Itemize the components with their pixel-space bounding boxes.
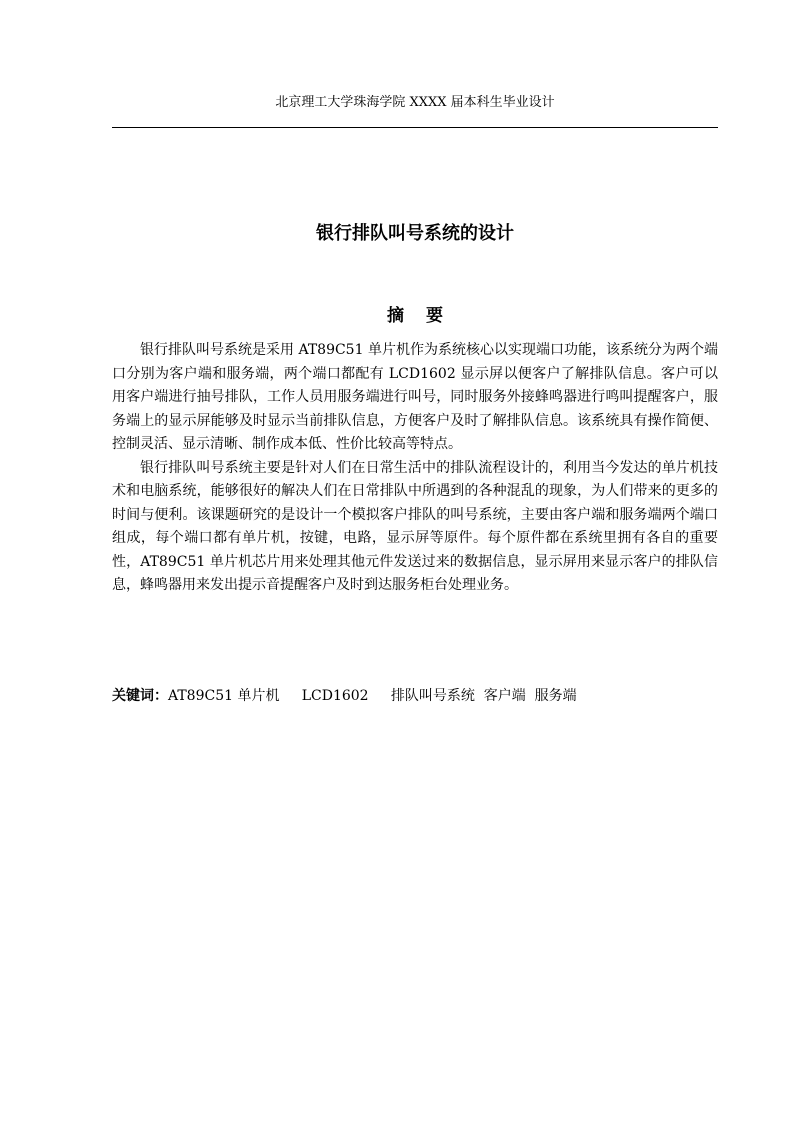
keywords-value: AT89C51 单片机 LCD1602 排队叫号系统 客户端 服务端 [168, 688, 577, 704]
abstract-paragraph-1: 银行排队叫号系统是采用 AT89C51 单片机作为系统核心以实现端口功能，该系统分为两个端口分别为客户端和服务端，两个端口都配有 LCD1602 显示屏以便客户了解排队信息。客户可以用客户端进行抽号排队，工作人员用服务端进行叫号，同时服务外接蜂鸣器进行鸣叫提醒客户，服务端上的显示屏能够及时显示当前排队信息，方便客户及时了解排队信息。该系统具有操作简便、控制灵活、显示清晰、制作成本低、性价比较高等特点。 [112, 342, 718, 452]
header-rule [112, 127, 718, 128]
abstract-heading: 摘要 [387, 306, 465, 326]
keywords-label: 关键词： [112, 688, 168, 704]
document-title: 银行排队叫号系统的设计 [316, 223, 514, 244]
keywords-line [112, 685, 718, 708]
abstract-paragraph-2: 银行排队叫号系统主要是针对人们在日常生活中的排队流程设计的，利用当今发达的单片机技术和电脑系统，能够很好的解决人们在日常排队中所遇到的各种混乱的现象，为人们带来的更多的时间与便利。该课题研究的是设计一个模拟客户排队的叫号系统，主要由客户端和服务端两个端口组成，每个端口都有单片机，按键，电路，显示屏等原件。每个原件都在系统里拥有各自的重要性，AT89C51 单片机芯片用来处理其他元件发送过来的数据信息，显示屏用来显示客户的排队信息，蜂鸣器用来发出提示音提醒客户及时到达服务柜台处理业务。 [112, 459, 718, 593]
page-header: 北京理工大学珠海学院 XXXX 届本科生毕业设计 [275, 95, 555, 110]
abstract-body [112, 339, 718, 598]
